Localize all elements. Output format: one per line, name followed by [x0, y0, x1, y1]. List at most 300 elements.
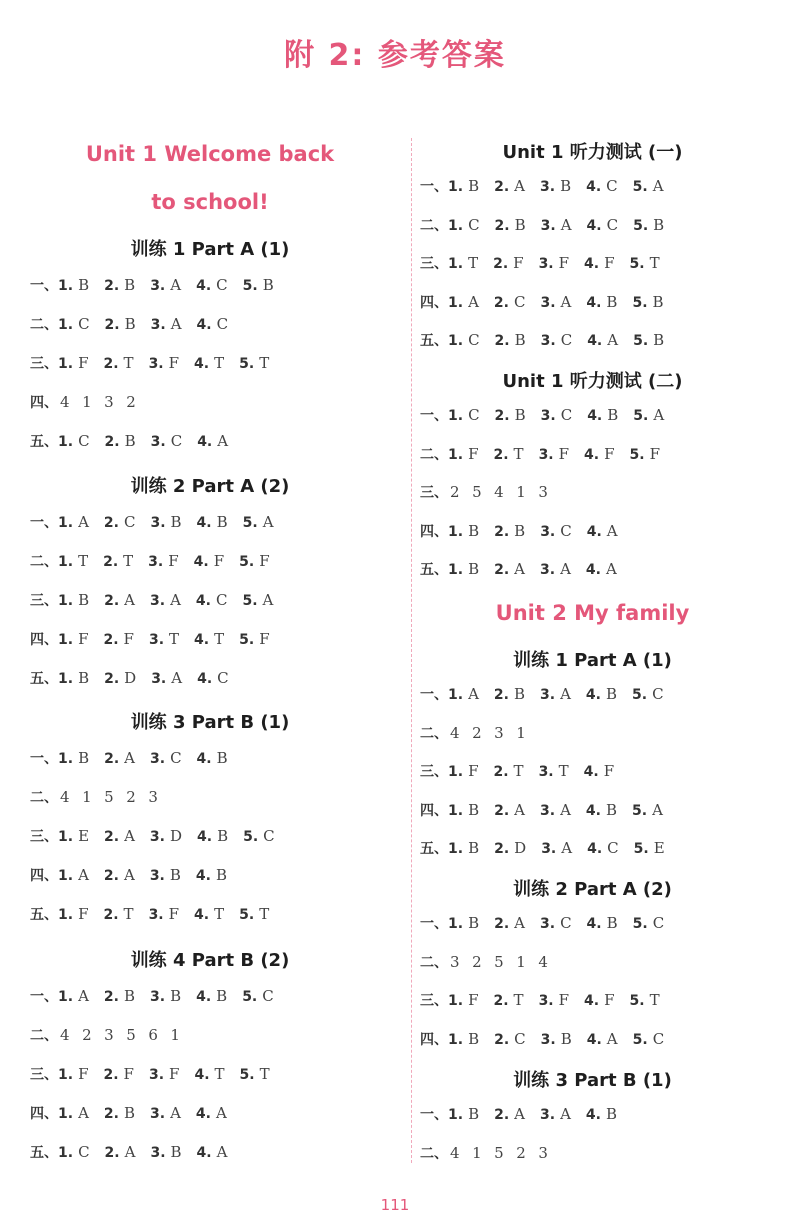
answer-value: F	[603, 762, 615, 780]
item-number: 4.	[583, 764, 599, 780]
answer-row	[420, 1143, 549, 1164]
answer-value: C	[560, 914, 572, 932]
item-number: 1.	[448, 916, 464, 932]
answer-row	[30, 590, 288, 611]
item-number: 3.	[150, 278, 166, 294]
item-number: 1.	[58, 868, 74, 884]
answer-value: T	[214, 354, 225, 372]
answer-sequence: 4 2 3 1	[450, 723, 527, 742]
answer-value: F	[259, 630, 270, 648]
answer-row	[420, 723, 527, 744]
item-number: 4.	[587, 841, 603, 857]
answer-value: C	[78, 315, 90, 333]
item-number: 1.	[58, 632, 74, 648]
right-section-title: Unit 1 听力测试 (二)	[502, 371, 683, 392]
answer-value: B	[514, 406, 526, 424]
item-number: 2.	[494, 916, 510, 932]
question-number: 四、	[420, 523, 448, 540]
answer-value: C	[123, 513, 136, 531]
answer-value: B	[78, 591, 90, 609]
answer-value: A	[606, 521, 618, 540]
item-number: 5.	[632, 179, 648, 195]
answer-value: A	[170, 276, 182, 294]
item-number: 4.	[585, 802, 601, 819]
answer-value: A	[468, 685, 479, 703]
question-number: 四、	[30, 632, 58, 648]
item-number: 1.	[58, 554, 74, 570]
answer-value: T	[649, 254, 660, 272]
answer-value: B	[170, 987, 182, 1005]
right-section-title: 训练 3 Part B (1)	[513, 1070, 672, 1091]
question-number: 二、	[420, 217, 448, 234]
answer-value: A	[170, 1104, 181, 1122]
answer-value: B	[468, 1029, 480, 1048]
item-number: 5.	[239, 632, 255, 648]
item-number: 1.	[448, 408, 464, 424]
item-number: 2.	[493, 993, 509, 1009]
answer-value: A	[514, 1105, 525, 1123]
question-number: 一、	[30, 989, 58, 1005]
item-number: 2.	[103, 554, 119, 570]
item-number: 1.	[448, 294, 464, 311]
answer-value: T	[214, 630, 225, 648]
item-number: 4.	[586, 294, 602, 311]
answer-value: E	[653, 839, 665, 857]
item-number: 4.	[193, 554, 209, 570]
answer-value: A	[262, 591, 274, 609]
item-number: 5.	[242, 593, 258, 609]
answer-row	[30, 1103, 242, 1124]
answer-value: T	[214, 905, 225, 923]
answer-value: B	[560, 1029, 572, 1048]
answer-value: C	[606, 177, 618, 195]
question-number: 四、	[420, 1031, 448, 1048]
answer-value: B	[653, 215, 665, 234]
item-number: 2.	[494, 408, 510, 424]
answer-value: F	[259, 552, 270, 570]
item-number: 4.	[196, 751, 212, 767]
item-number: 5.	[239, 907, 255, 923]
answer-value: B	[468, 521, 480, 540]
answer-value: A	[605, 560, 617, 578]
item-number: 2.	[494, 333, 510, 349]
question-number: 五、	[30, 907, 58, 923]
item-number: 1.	[448, 687, 464, 703]
item-number: 2.	[104, 671, 120, 687]
answer-value: A	[560, 292, 572, 311]
item-number: 5.	[632, 687, 648, 703]
answer-value: A	[653, 406, 665, 424]
item-number: 2.	[494, 841, 510, 857]
answer-row	[30, 392, 137, 413]
question-number: 二、	[420, 725, 448, 742]
question-number: 二、	[30, 1028, 58, 1044]
answer-value: A	[215, 1104, 227, 1122]
answer-value: B	[468, 1105, 480, 1123]
answer-value: B	[560, 177, 572, 195]
right-section-title: 训练 2 Part A (2)	[513, 879, 672, 900]
item-number: 5.	[632, 1031, 648, 1048]
question-number: 四、	[420, 802, 448, 819]
answer-row	[30, 551, 285, 572]
answer-value: F	[123, 1065, 134, 1083]
question-number: 三、	[420, 764, 448, 780]
item-number: 1.	[58, 671, 74, 687]
page-title: 附 2: 参考答案	[284, 38, 506, 73]
question-number: 五、	[30, 1145, 58, 1161]
answer-value: A	[560, 1105, 571, 1123]
answer-row	[420, 330, 679, 351]
item-number: 4.	[196, 278, 212, 294]
answer-value: A	[124, 1143, 136, 1161]
left-section-title: 训练 3 Part B (1)	[130, 712, 290, 733]
item-number: 3.	[538, 764, 554, 780]
item-number: 1.	[448, 764, 464, 780]
answer-row	[420, 482, 549, 503]
item-number: 3.	[150, 1106, 166, 1122]
question-number: 三、	[30, 829, 58, 845]
question-number: 五、	[420, 562, 448, 578]
question-number: 五、	[30, 434, 58, 450]
question-number: 三、	[30, 356, 58, 372]
answer-value: F	[558, 991, 570, 1009]
answer-value: A	[78, 866, 89, 884]
answer-row	[420, 405, 679, 426]
item-number: 5.	[633, 408, 649, 424]
item-number: 4.	[586, 179, 602, 195]
answer-value: T	[123, 354, 134, 372]
item-number: 4.	[585, 562, 601, 578]
item-number: 2.	[493, 764, 509, 780]
answer-value: B	[514, 331, 526, 349]
item-number: 1.	[58, 434, 74, 450]
item-number: 3.	[540, 333, 556, 349]
left-section-title: 训练 1 Part A (1)	[130, 239, 290, 260]
answer-value: B	[216, 749, 228, 767]
answer-value: T	[649, 991, 660, 1009]
question-number: 三、	[420, 256, 448, 272]
answer-row	[420, 1104, 632, 1125]
item-number: 1.	[448, 1107, 464, 1123]
item-number: 1.	[448, 446, 464, 463]
answer-value: T	[558, 762, 569, 780]
answer-value: B	[606, 914, 618, 932]
item-number: 2.	[103, 1067, 119, 1083]
answer-sequence: 4 2 3 5 6 1	[60, 1026, 181, 1044]
item-number: 4.	[194, 356, 210, 372]
answer-value: B	[123, 1104, 135, 1122]
column-divider	[411, 138, 412, 1163]
question-number: 四、	[30, 1106, 58, 1122]
item-number: 5.	[629, 446, 645, 463]
item-number: 3.	[150, 751, 166, 767]
item-number: 3.	[540, 562, 556, 578]
answer-value: B	[468, 839, 480, 857]
answer-row	[420, 800, 678, 821]
answer-value: C	[652, 1029, 665, 1048]
answer-row	[30, 1142, 242, 1163]
answer-value: C	[560, 521, 572, 540]
item-number: 1.	[58, 317, 74, 333]
answer-row	[420, 838, 680, 859]
item-number: 3.	[150, 989, 166, 1005]
answer-value: C	[560, 406, 573, 424]
answer-value: F	[123, 630, 134, 648]
answer-value: A	[560, 685, 571, 703]
answer-value: F	[78, 905, 89, 923]
item-number: 2.	[103, 515, 119, 531]
answer-row	[30, 353, 284, 374]
item-number: 3.	[541, 841, 557, 857]
answer-value: B	[216, 987, 228, 1005]
answer-row	[30, 826, 290, 847]
answer-value: B	[513, 685, 525, 703]
answer-value: F	[649, 444, 661, 463]
question-number: 四、	[30, 868, 58, 884]
answer-row	[30, 275, 289, 296]
item-number: 2.	[103, 907, 119, 923]
answer-row	[30, 629, 285, 650]
answer-value: F	[78, 1065, 89, 1083]
item-number: 5.	[242, 515, 258, 531]
answer-value: A	[514, 800, 525, 819]
answer-value: F	[78, 354, 89, 372]
answer-row	[30, 314, 243, 335]
answer-value: A	[514, 914, 525, 932]
item-number: 4.	[194, 632, 210, 648]
answer-value: A	[216, 1143, 228, 1161]
item-number: 1.	[58, 593, 74, 609]
item-number: 4.	[195, 868, 211, 884]
answer-value: F	[213, 552, 225, 570]
item-number: 5.	[239, 1067, 255, 1083]
item-number: 1.	[58, 1067, 74, 1083]
item-number: 3.	[540, 1107, 556, 1123]
question-number: 一、	[420, 1107, 448, 1123]
item-number: 4.	[196, 515, 212, 531]
answer-value: B	[607, 406, 619, 424]
answer-value: B	[468, 914, 480, 932]
unit1-title-line2: to school!	[151, 190, 269, 214]
answer-row	[30, 668, 244, 689]
answer-value: A	[124, 591, 135, 609]
item-number: 2.	[103, 1106, 119, 1122]
question-number: 一、	[420, 179, 448, 195]
item-number: 3.	[150, 515, 166, 531]
answer-value: A	[124, 827, 135, 845]
question-number: 五、	[420, 841, 448, 857]
item-number: 4.	[587, 408, 603, 424]
item-number: 3.	[540, 523, 556, 540]
item-number: 1.	[58, 356, 74, 372]
answer-value: C	[263, 827, 275, 845]
item-number: 4.	[197, 434, 213, 450]
unit2-title: Unit 2 My family	[495, 601, 690, 625]
item-number: 5.	[632, 294, 648, 311]
item-number: 3.	[540, 408, 556, 424]
item-number: 5.	[629, 993, 645, 1009]
answer-value: F	[604, 254, 615, 272]
answer-value: B	[78, 276, 90, 294]
answer-value: C	[78, 1143, 90, 1161]
question-number: 一、	[30, 278, 58, 294]
answer-value: C	[652, 914, 665, 932]
question-number: 一、	[420, 916, 448, 932]
item-number: 3.	[540, 802, 556, 819]
item-number: 2.	[493, 256, 509, 272]
item-number: 3.	[150, 1145, 166, 1161]
question-number: 一、	[420, 687, 448, 703]
answer-row	[420, 176, 679, 197]
answer-value: C	[468, 406, 480, 424]
answer-value: B	[78, 669, 90, 687]
unit1-title-line1: Unit 1 Welcome back	[85, 142, 335, 166]
answer-row	[420, 990, 675, 1011]
answer-value: B	[123, 987, 135, 1005]
answer-value: C	[262, 987, 274, 1005]
answer-value: F	[558, 444, 570, 463]
item-number: 4.	[584, 446, 600, 463]
answer-row	[30, 787, 159, 808]
item-number: 1.	[448, 179, 464, 195]
item-number: 4.	[586, 1031, 602, 1048]
answer-value: C	[514, 1029, 526, 1048]
item-number: 4.	[584, 256, 600, 272]
item-number: 3.	[150, 434, 166, 450]
answer-value: B	[215, 866, 227, 884]
item-number: 3.	[150, 593, 166, 609]
answer-value: B	[468, 177, 480, 195]
item-number: 4.	[587, 333, 603, 349]
answer-value: B	[605, 685, 617, 703]
item-number: 3.	[538, 256, 554, 272]
answer-sequence: 3 2 5 1 4	[450, 952, 549, 971]
answer-value: F	[168, 354, 180, 372]
answer-value: E	[78, 827, 90, 845]
item-number: 4.	[196, 1145, 212, 1161]
answer-value: A	[78, 987, 89, 1005]
item-number: 4.	[195, 1106, 211, 1122]
item-number: 1.	[448, 802, 464, 819]
item-number: 4.	[586, 523, 602, 540]
item-number: 1.	[448, 333, 464, 349]
item-number: 1.	[58, 989, 74, 1005]
answer-value: D	[124, 669, 137, 687]
item-number: 1.	[448, 256, 464, 272]
item-number: 4.	[195, 593, 211, 609]
answer-value: C	[652, 685, 664, 703]
item-number: 2.	[104, 434, 120, 450]
answer-value: F	[468, 762, 479, 780]
item-number: 4.	[196, 317, 212, 333]
item-number: 2.	[104, 317, 120, 333]
answer-row	[30, 986, 289, 1007]
answer-value: C	[78, 432, 90, 450]
answer-value: B	[78, 749, 90, 767]
answer-value: A	[171, 669, 183, 687]
item-number: 1.	[448, 217, 464, 234]
answer-value: B	[606, 292, 618, 311]
answer-value: A	[170, 591, 181, 609]
question-number: 三、	[420, 993, 448, 1009]
answer-value: B	[652, 292, 664, 311]
item-number: 5.	[239, 356, 255, 372]
item-number: 2.	[493, 687, 509, 703]
answer-value: A	[170, 315, 182, 333]
question-number: 四、	[420, 294, 448, 311]
answer-value: T	[123, 905, 134, 923]
answer-value: A	[217, 432, 229, 450]
item-number: 3.	[148, 356, 164, 372]
answer-value: C	[215, 591, 228, 609]
item-number: 3.	[150, 317, 166, 333]
answer-value: B	[653, 331, 665, 349]
answer-value: T	[513, 991, 524, 1009]
answer-value: C	[513, 292, 526, 311]
item-number: 3.	[538, 446, 554, 463]
item-number: 2.	[103, 868, 119, 884]
item-number: 2.	[104, 751, 120, 767]
item-number: 2.	[104, 1145, 120, 1161]
question-number: 三、	[420, 485, 448, 501]
question-number: 一、	[30, 751, 58, 767]
answer-value: A	[561, 839, 573, 857]
item-number: 2.	[494, 523, 510, 540]
item-number: 2.	[103, 989, 119, 1005]
item-number: 2.	[104, 593, 120, 609]
item-number: 2.	[104, 278, 120, 294]
answer-value: C	[216, 276, 228, 294]
answer-value: B	[514, 521, 526, 540]
answer-value: A	[560, 560, 571, 578]
answer-value: C	[607, 839, 619, 857]
item-number: 3.	[538, 993, 554, 1009]
page-number: 111	[380, 1196, 410, 1214]
question-number: 二、	[30, 790, 58, 806]
item-number: 5.	[632, 916, 648, 932]
question-number: 二、	[30, 317, 58, 333]
answer-value: B	[468, 560, 480, 578]
item-number: 2.	[494, 179, 510, 195]
answer-row	[30, 1064, 285, 1085]
answer-value: C	[217, 669, 229, 687]
left-section-title: 训练 4 Part B (2)	[130, 950, 290, 971]
item-number: 4.	[584, 993, 600, 1009]
item-number: 3.	[148, 1067, 165, 1083]
answer-row	[420, 559, 632, 580]
answer-sequence: 4 1 5 2 3	[60, 788, 159, 806]
answer-value: C	[606, 215, 619, 234]
item-number: 2.	[494, 217, 510, 234]
answer-value: B	[514, 215, 526, 234]
answer-row	[420, 952, 549, 973]
item-number: 5.	[633, 217, 649, 234]
answer-value: T	[259, 354, 270, 372]
item-number: 2.	[104, 829, 120, 845]
answer-value: B	[170, 1143, 182, 1161]
answer-value: A	[606, 1029, 618, 1048]
item-number: 2.	[493, 446, 509, 463]
answer-value: C	[560, 331, 573, 349]
answer-value: C	[468, 215, 480, 234]
answer-sequence: 2 5 4 1 3	[450, 483, 549, 501]
item-number: 3.	[540, 217, 556, 234]
answer-value: A	[468, 292, 479, 311]
item-number: 3.	[148, 907, 164, 923]
answer-row	[30, 904, 284, 925]
answer-value: B	[216, 513, 228, 531]
item-number: 5.	[242, 989, 258, 1005]
